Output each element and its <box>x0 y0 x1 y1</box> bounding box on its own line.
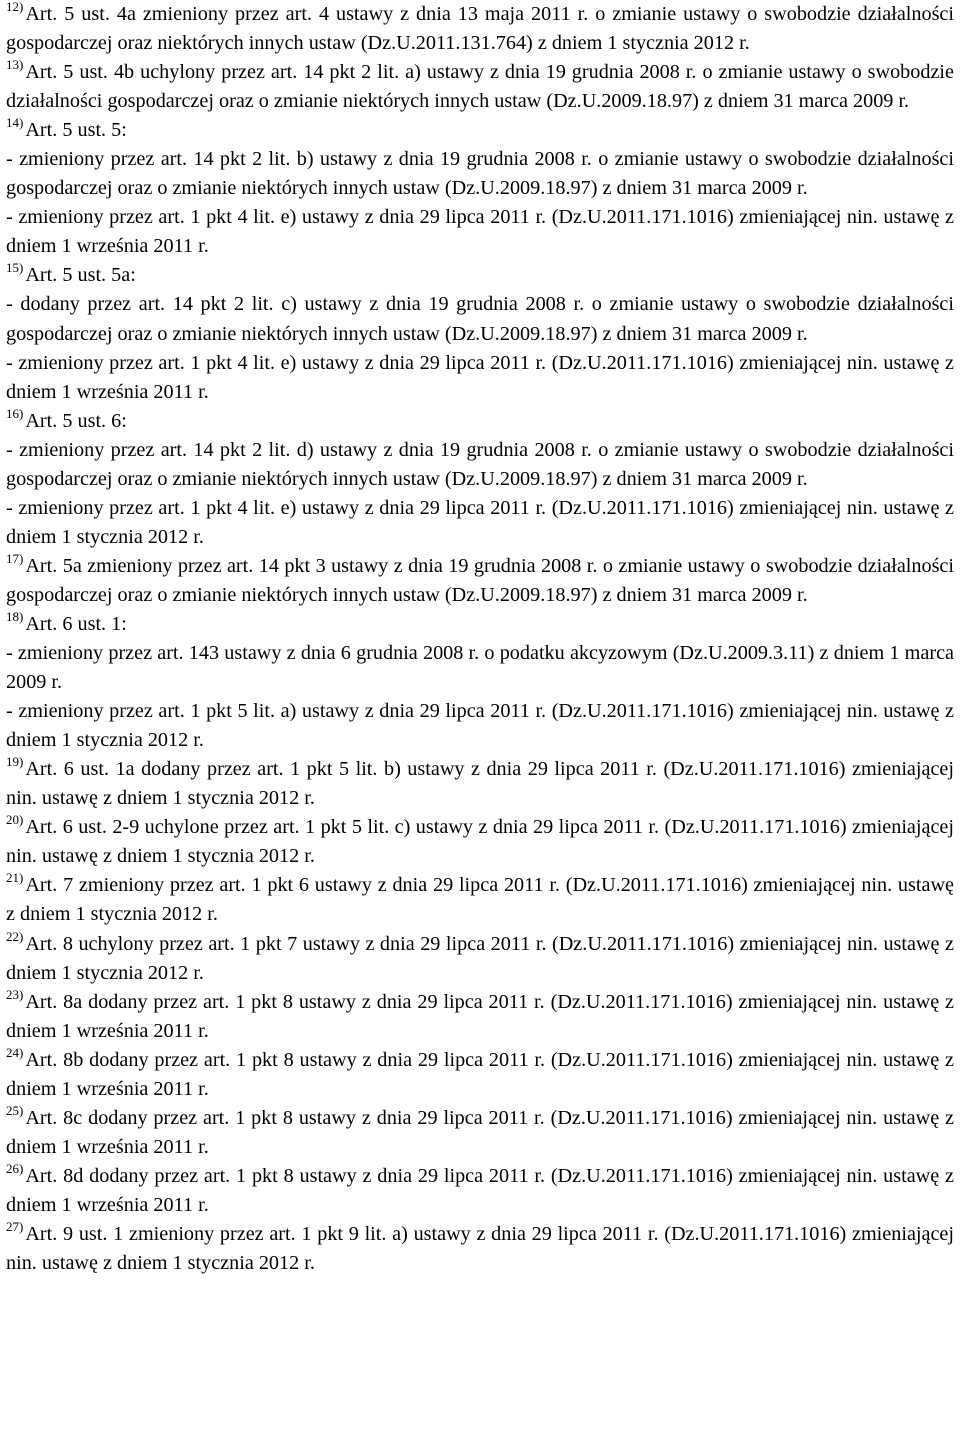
footnote <box>6 1220 954 1278</box>
footnote <box>6 813 954 871</box>
footnote-number: 15) <box>6 260 24 276</box>
footnote-text <box>6 552 954 610</box>
footnote-body: Art. 6 ust. 2-9 uchylone przez art. 1 pkt 5 lit. c) ustawy z dnia 29 lipca 2011 r. (Dz.U.2011.171.1016) zmieniającej nin. ustawę z dniem 1 stycznia 2012 r. <box>6 816 954 868</box>
footnote <box>6 1104 954 1162</box>
footnote <box>6 0 954 58</box>
amendment-item: - zmieniony przez art. 1 pkt 4 lit. e) ustawy z dnia 29 lipca 2011 r. (Dz.U.2011.171.1016) zmieniającej nin. ustawę z dniem 1 września 2011 r. <box>6 206 954 258</box>
footnote-text <box>6 813 954 871</box>
footnote-body: Art. 6 ust. 1: <box>25 612 127 635</box>
footnote-body: Art. 6 ust. 1a dodany przez art. 1 pkt 5 lit. b) ustawy z dnia 29 lipca 2011 r. (Dz.U.2011.171.1016) zmieniającej nin. ustawę z dniem 1 stycznia 2012 r. <box>6 758 954 810</box>
footnote-text <box>6 58 954 116</box>
footnote-text <box>6 988 954 1046</box>
footnote-number: 19) <box>6 754 24 770</box>
footnote <box>6 610 954 755</box>
footnote <box>6 116 954 261</box>
footnote-body: Art. 8b dodany przez art. 1 pkt 8 ustawy z dnia 29 lipca 2011 r. (Dz.U.2011.171.1016) zmieniającej nin. ustawę z dniem 1 września 2011 r. <box>6 1048 954 1100</box>
footnote-text <box>6 116 954 145</box>
footnote-text <box>6 1046 954 1104</box>
footnote-number: 27) <box>6 1218 24 1234</box>
footnote-number: 21) <box>6 870 24 886</box>
footnote-number: 23) <box>6 986 24 1002</box>
footnote-text <box>6 261 954 290</box>
footnote <box>6 755 954 813</box>
footnote-text <box>6 407 954 436</box>
footnote-body: Art. 5 ust. 5a: <box>25 264 136 287</box>
amendment-item: - zmieniony przez art. 1 pkt 4 lit. e) ustawy z dnia 29 lipca 2011 r. (Dz.U.2011.171.1016) zmieniającej nin. ustawę z dniem 1 stycznia 2012 r. <box>6 496 954 548</box>
footnote-body: Art. 8d dodany przez art. 1 pkt 8 ustawy z dnia 29 lipca 2011 r. (Dz.U.2011.171.1016) zmieniającej nin. ustawę z dniem 1 września 2011 r. <box>6 1164 954 1216</box>
footnote <box>6 988 954 1046</box>
footnote-text <box>6 0 954 58</box>
footnote-text <box>6 610 954 639</box>
footnote-text <box>6 1220 954 1278</box>
amendment-item: - dodany przez art. 14 pkt 2 lit. c) ustawy z dnia 19 grudnia 2008 r. o zmianie ustawy o swobodzie działalności gospodarczej oraz o zmianie niektórych innych ustaw (Dz.U.2009.18.97) z dniem 31 marca 2009 r. <box>6 293 954 345</box>
footnote-body: Art. 8c dodany przez art. 1 pkt 8 ustawy z dnia 29 lipca 2011 r. (Dz.U.2011.171.1016) zmieniającej nin. ustawę z dniem 1 września 2011 r. <box>6 1106 954 1158</box>
amendment-item: - zmieniony przez art. 1 pkt 4 lit. e) ustawy z dnia 29 lipca 2011 r. (Dz.U.2011.171.1016) zmieniającej nin. ustawę z dniem 1 września 2011 r. <box>6 351 954 403</box>
footnote-body: Art. 5 ust. 5: <box>25 119 127 142</box>
footnote <box>6 552 954 610</box>
footnote-body: Art. 5 ust. 6: <box>25 409 127 432</box>
footnote-number: 20) <box>6 812 24 828</box>
footnote-number: 18) <box>6 608 24 624</box>
footnote-body: Art. 7 zmieniony przez art. 1 pkt 6 ustawy z dnia 29 lipca 2011 r. (Dz.U.2011.171.1016) zmieniającej nin. ustawę z dniem 1 stycznia 2012 r. <box>6 874 954 926</box>
amendment-item: - zmieniony przez art. 143 ustawy z dnia 6 grudnia 2008 r. o podatku akcyzowym (Dz.U.2009.3.11) z dniem 1 marca 2009 r. <box>6 642 954 694</box>
footnote <box>6 871 954 929</box>
footnote-body: Art. 5 ust. 4a zmieniony przez art. 4 ustawy z dnia 13 maja 2011 r. o zmianie ustawy o swobodzie działalności gospodarczej oraz niektórych innych ustaw (Dz.U.2011.131.764) z dniem 1 stycznia 2012 r. <box>6 3 954 55</box>
footnote-number: 16) <box>6 405 24 421</box>
footnote-body: Art. 8a dodany przez art. 1 pkt 8 ustawy z dnia 29 lipca 2011 r. (Dz.U.2011.171.1016) zmieniającej nin. ustawę z dniem 1 września 2011 r. <box>6 990 954 1042</box>
footnote-body: Art. 5 ust. 4b uchylony przez art. 14 pkt 2 lit. a) ustawy z dnia 19 grudnia 2008 r. o zmianie ustawy o swobodzie działalności gospodarczej oraz o zmianie niektórych innych ustaw (Dz.U.2009.18.97) z dniem 31 marca 2009 r. <box>6 61 954 113</box>
footnote-text <box>6 755 954 813</box>
footnote <box>6 930 954 988</box>
footnote <box>6 261 954 406</box>
footnote <box>6 1162 954 1220</box>
amendment-item: - zmieniony przez art. 1 pkt 5 lit. a) ustawy z dnia 29 lipca 2011 r. (Dz.U.2011.171.1016) zmieniającej nin. ustawę z dniem 1 stycznia 2012 r. <box>6 700 954 752</box>
footnote-number: 13) <box>6 57 24 73</box>
footnote-body: Art. 5a zmieniony przez art. 14 pkt 3 ustawy z dnia 19 grudnia 2008 r. o zmianie ustawy o swobodzie działalności gospodarczej oraz o zmianie niektórych innych ustaw (Dz.U.2009.18.97) z dniem 31 marca 2009 r. <box>6 554 954 606</box>
footnote-text <box>6 1104 954 1162</box>
footnote-body: Art. 8 uchylony przez art. 1 pkt 7 ustawy z dnia 29 lipca 2011 r. (Dz.U.2011.171.1016) zmieniającej nin. ustawę z dniem 1 stycznia 2012 r. <box>6 932 954 984</box>
footnote-number: 25) <box>6 1102 24 1118</box>
footnote <box>6 407 954 552</box>
footnote-body: Art. 9 ust. 1 zmieniony przez art. 1 pkt 9 lit. a) ustawy z dnia 29 lipca 2011 r. (Dz.U.2011.171.1016) zmieniającej nin. ustawę z dniem 1 stycznia 2012 r. <box>6 1222 954 1275</box>
footnote-number: 14) <box>6 115 24 131</box>
footnote-number: 24) <box>6 1044 24 1060</box>
footnote-number: 17) <box>6 550 24 566</box>
footnote-number: 26) <box>6 1160 24 1176</box>
footnote <box>6 1046 954 1104</box>
amendment-item: - zmieniony przez art. 14 pkt 2 lit. d) ustawy z dnia 19 grudnia 2008 r. o zmianie ustawy o swobodzie działalności gospodarczej oraz o zmianie niektórych innych ustaw (Dz.U.2009.18.97) z dniem 31 marca 2009 r. <box>6 438 954 490</box>
footnote-text <box>6 930 954 988</box>
footnote-number: 22) <box>6 928 24 944</box>
amendment-item: - zmieniony przez art. 14 pkt 2 lit. b) ustawy z dnia 19 grudnia 2008 r. o zmianie ustawy o swobodzie działalności gospodarczej oraz o zmianie niektórych innych ustaw (Dz.U.2009.18.97) z dniem 31 marca 2009 r. <box>6 148 954 200</box>
footnote-number: 12) <box>6 0 24 14</box>
footnote <box>6 58 954 116</box>
footnote-text <box>6 871 954 929</box>
footnote-text <box>6 1162 954 1220</box>
